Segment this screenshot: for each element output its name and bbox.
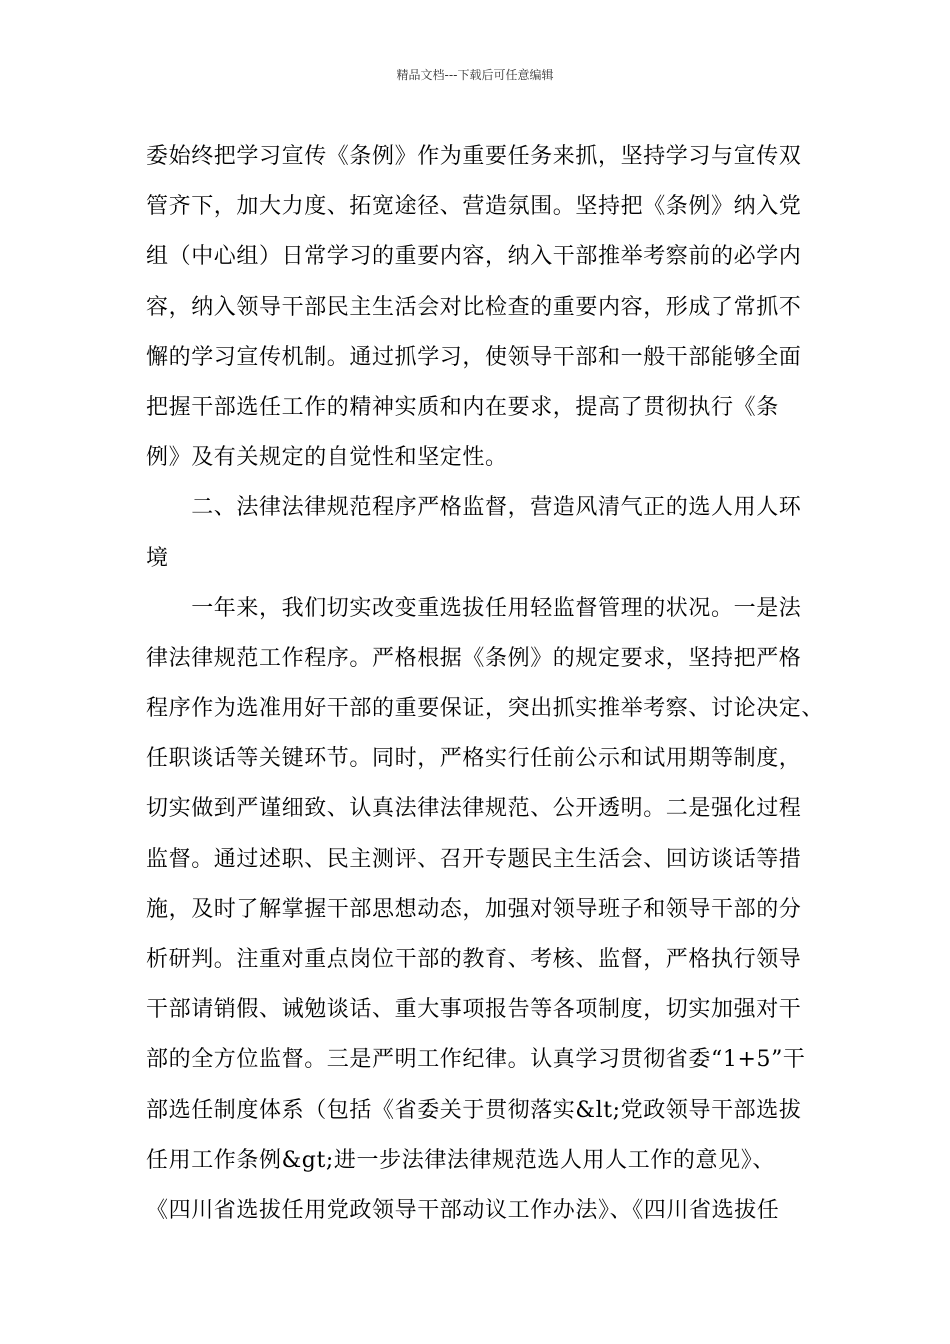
section-heading-line: 二、法律法律规范程序严格监督，营造风清气正的选人用人环 xyxy=(146,495,802,521)
text-line: 把握干部选任工作的精神实质和内在要求，提高了贯彻执行《条 xyxy=(146,394,779,420)
text-line: 部的全方位监督。三是严明工作纪律。认真学习贯彻省委“1+5”干 xyxy=(146,1047,806,1073)
text-line: 监督。通过述职、民主测评、召开专题民主生活会、回访谈话等措 xyxy=(146,846,802,872)
page-header: 精品文档---下载后可任意编辑 xyxy=(396,68,554,82)
text-line: 析研判。注重对重点岗位干部的教育、考核、监督，严格执行领导 xyxy=(146,947,802,972)
text-line: 律法律规范工作程序。严格根据《条例》的规定要求，坚持把严格 xyxy=(146,645,802,671)
text-line: 任用工作条例&gt;进一步法律法律规范选人用人工作的意见》、 xyxy=(146,1147,775,1173)
text-line: 任职谈话等关键环节。同时，严格实行任前公示和试用期等制度， xyxy=(146,746,802,772)
text-line: 一年来，我们切实改变重选拔任用轻监督管理的状况。一是法 xyxy=(146,595,802,621)
text-line: 干部请销假、诫勉谈话、重大事项报告等各项制度，切实加强对干 xyxy=(146,997,802,1023)
text-line: 施，及时了解掌握干部思想动态，加强对领导班子和领导干部的分 xyxy=(146,896,802,922)
text-line: 委始终把学习宣传《条例》作为重要任务来抓，坚持学习与宣传双 xyxy=(146,144,802,169)
text-line: 部选任制度体系（包括《省委关于贯彻落实&lt;党政领导干部选拔 xyxy=(146,1097,802,1123)
text-line: 《四川省选拔任用党政领导干部动议工作办法》、《四川省选拔任 xyxy=(146,1197,780,1223)
text-line: 切实做到严谨细致、认真法律法律规范、公开透明。二是强化过程 xyxy=(146,796,802,822)
text-line: 管齐下，加大力度、拓宽途径、营造氛围。坚持把《条例》纳入党 xyxy=(146,194,802,220)
text-line: 程序作为选准用好干部的重要保证，突出抓实推举考察、讨论决定、 xyxy=(146,696,825,722)
section-heading-line: 境 xyxy=(146,545,169,571)
text-line: 组（中心组）日常学习的重要内容，纳入干部推举考察前的必学内 xyxy=(146,244,802,270)
text-line: 懈的学习宣传机制。通过抓学习，使领导干部和一般干部能够全面 xyxy=(146,344,802,370)
text-line: 容，纳入领导干部民主生活会对比检查的重要内容，形成了常抓不 xyxy=(146,294,802,320)
text-line: 例》及有关规定的自觉性和坚定性。 xyxy=(146,445,508,471)
document-body xyxy=(146,132,826,1236)
